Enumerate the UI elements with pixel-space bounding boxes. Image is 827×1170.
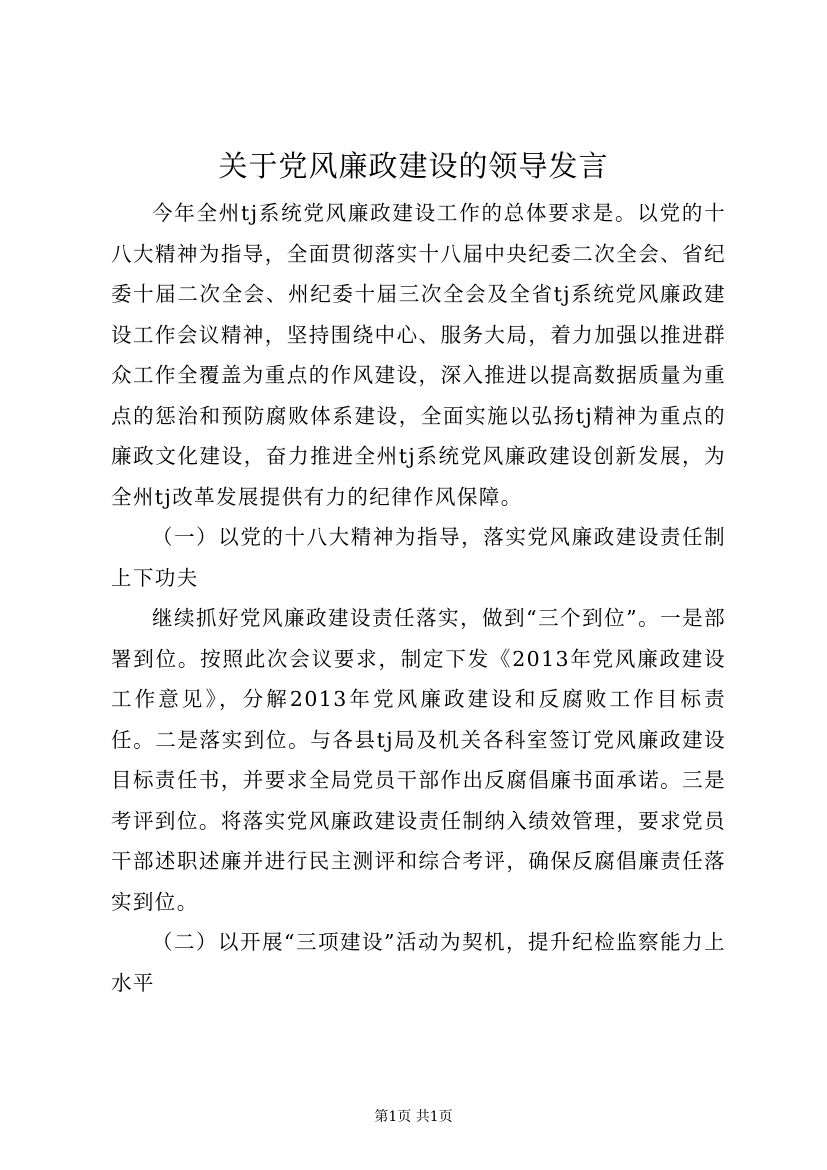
section-heading-2: （二）以开展“三项建设”活动为契机，提升纪检监察能力上水平 (111, 930, 726, 995)
document-body (111, 193, 726, 1003)
section-heading-1: （一）以党的十八大精神为指导，落实党风廉政建设责任制上下功夫 (111, 525, 726, 590)
page-footer: 第1页 共1页 (374, 1109, 453, 1125)
paragraph-intro: 今年全州tj系统党风廉政建设工作的总体要求是。以党的十八大精神为指导，全面贯彻落实十八届中央纪委二次全会、省纪委十届二次全会、州纪委十届三次全会及全省tj系统党风廉政建设工作会议精神，坚持围绕中心、服务大局，着力加强以推进群众工作全覆盖为重点的作风建设，深入推进以提高数据质量为重点的惩治和预防腐败体系建设，全面实施以弘扬tj精神为重点的廉政文化建设，奋力推进全州tj系统党风廉政建设创新发展，为全州tj改革发展提供有力的纪律作风保障。 (111, 201, 726, 509)
paragraph-section-1: 继续抓好党风廉政建设责任落实，做到“三个到位”。一是部署到位。按照此次会议要求，制定下发《2013年党风廉政建设工作意见》，分解2013年党风廉政建设和反腐败工作目标责任。二是落实到位。与各县tj局及机关各科室签订党风廉政建设目标责任书，并要求全局党员干部作出反腐倡廉书面承诺。三是考评到位。将落实党风廉政建设责任制纳入绩效管理，要求党员干部述职述廉并进行民主测评和综合考评，确保反腐倡廉责任落实到位。 (111, 606, 726, 914)
document-title: 关于党风廉政建设的领导发言 (218, 149, 609, 183)
